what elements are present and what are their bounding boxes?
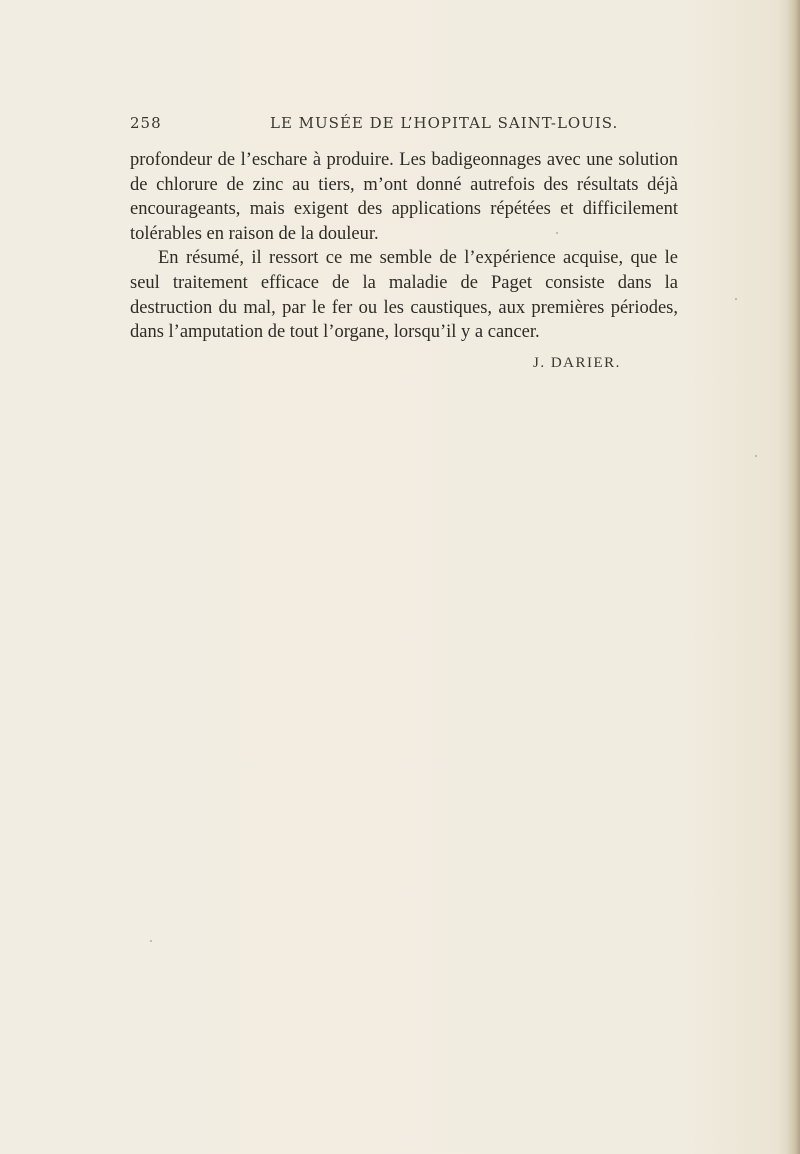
paper-speck: [150, 940, 152, 942]
paper-speck: [556, 232, 558, 234]
page-edge-shadow: [786, 0, 800, 1154]
author-signature: J. DARIER.: [533, 355, 621, 371]
running-title: LE MUSÉE DE L’HOPITAL SAINT-LOUIS.: [270, 114, 619, 132]
paper-speck: [735, 298, 737, 300]
paper-speck: [755, 455, 757, 457]
page-number: 258: [130, 114, 162, 132]
paragraph-continuation: profondeur de l’eschare à produire. Les badigeonnages avec une solution de chlorure de zinc au tiers, m’ont donné autrefois des résultats déjà encourageants, mais exigent des applications répétées et difficilement tolérables en raison de la douleur.: [130, 150, 678, 244]
paragraph-conclusion: En résumé, il ressort ce me semble de l’expérience acquise, que le seul traitement efficace de la maladie de Paget consiste dans la destruction du mal, par le fer ou les caustiques, aux premières périodes, dans l’amputation de tout l’organe, lorsqu’il y a cancer.: [130, 248, 678, 343]
running-head: [130, 114, 678, 136]
body-text: [130, 148, 678, 345]
